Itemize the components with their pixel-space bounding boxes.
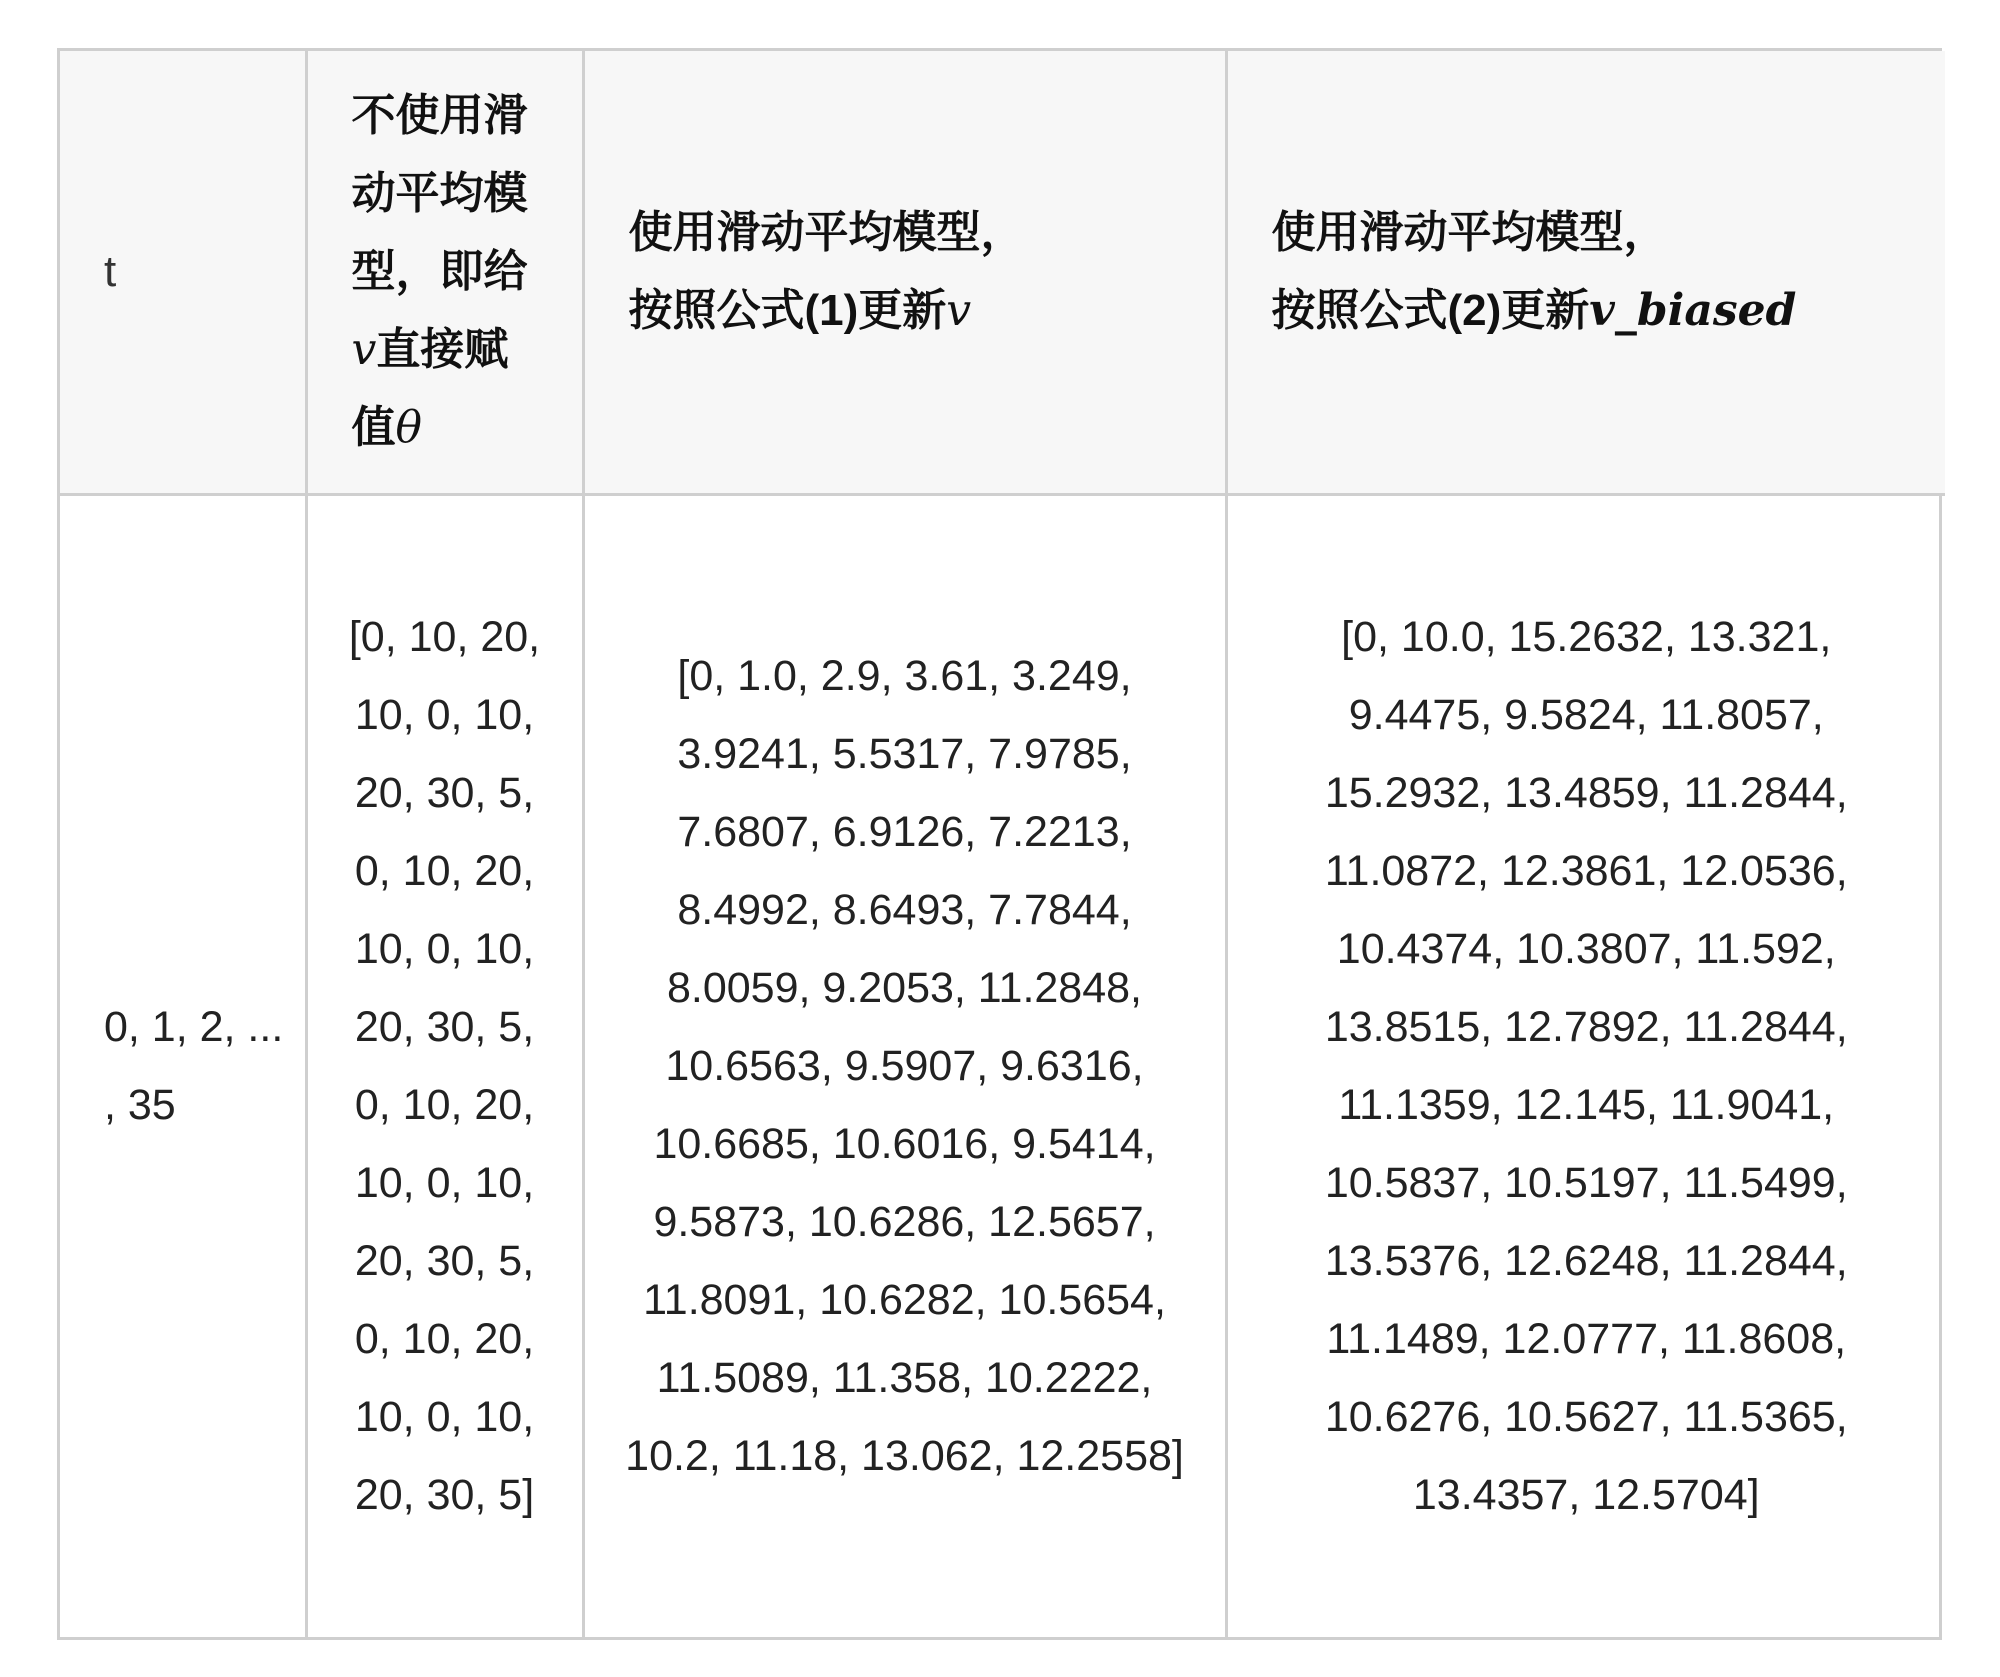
- cell-formula-2-values: [0, 10.0, 15.2632, 13.321, 9.4475, 9.5824, 11.8057, 15.2932, 13.4859, 11.2844, 11.0872, 12.3861, 12.0536, 10.4374, 10.3807, 11.592, 13.8515, 12.7892, 11.2844, 11.1359, 12.145, 11.9041, 10.5837, 10.5197, 11.5499, 13.5376, 12.6248, 11.2844, 11.1489, 12.0777, 11.8608, 10.6276, 10.5627, 11.5365, 13.4357, 12.5704]: [1226, 494, 1945, 1637]
- header-v1-line2: [629, 272, 1225, 350]
- header-raw-line5: [352, 389, 552, 467]
- header-raw-v-symbol: v: [351, 323, 377, 375]
- header-raw-line5-text: 值: [351, 402, 396, 452]
- header-raw-line3: 型，即给: [351, 246, 528, 296]
- header-raw-line2: 动平均模: [351, 168, 528, 218]
- header-formula-2: [1226, 51, 1945, 494]
- header-v1-line1: 使用滑动平均模型，: [628, 207, 1025, 257]
- cell-t-values: 0, 1, 2, ... , 35: [60, 494, 306, 1637]
- table-header: [60, 51, 1945, 494]
- header-v2-line2: [1272, 272, 1946, 350]
- header-raw-line1: 不使用滑: [351, 90, 528, 140]
- header-row: [60, 51, 1945, 494]
- table-row: [60, 494, 1945, 1637]
- header-formula-1: [583, 51, 1226, 494]
- header-raw-line4-text: 直接赋: [376, 324, 509, 374]
- header-v1-line2-text: 按照公式(1)更新: [628, 285, 947, 335]
- header-raw-values: [306, 51, 583, 494]
- header-t: t: [60, 51, 306, 494]
- cell-raw-values: [0, 10, 20, 10, 0, 10, 20, 30, 5, 0, 10, 20, 10, 0, 10, 20, 30, 5, 0, 10, 20, 10, 0, 10, 20, 30, 5, 0, 10, 20, 10, 0, 10, 20, 30, 5]: [306, 494, 583, 1637]
- header-v2-line2-text: 按照公式(2)更新: [1271, 285, 1590, 335]
- table-body: [60, 494, 1945, 1637]
- header-raw-line4: [352, 311, 552, 389]
- header-v1-v-symbol: v: [946, 284, 972, 336]
- data-table: [60, 51, 1945, 1637]
- cell-formula-1-values: [0, 1.0, 2.9, 3.61, 3.249, 3.9241, 5.5317, 7.9785, 7.6807, 6.9126, 7.2213, 8.4992, 8.6493, 7.7844, 8.0059, 9.2053, 11.2848, 10.6563, 9.5907, 9.6316, 10.6685, 10.6016, 9.5414, 9.5873, 10.6286, 12.5657, 11.8091, 10.6282, 10.5654, 11.5089, 11.358, 10.2222, 10.2, 11.18, 13.062, 12.2558]: [583, 494, 1226, 1637]
- header-v2-vbiased-symbol: v_biased: [1589, 284, 1797, 336]
- header-v2-line1: 使用滑动平均模型，: [1271, 207, 1668, 257]
- comparison-table: [57, 48, 1942, 1640]
- header-raw-theta-symbol: θ: [395, 401, 422, 453]
